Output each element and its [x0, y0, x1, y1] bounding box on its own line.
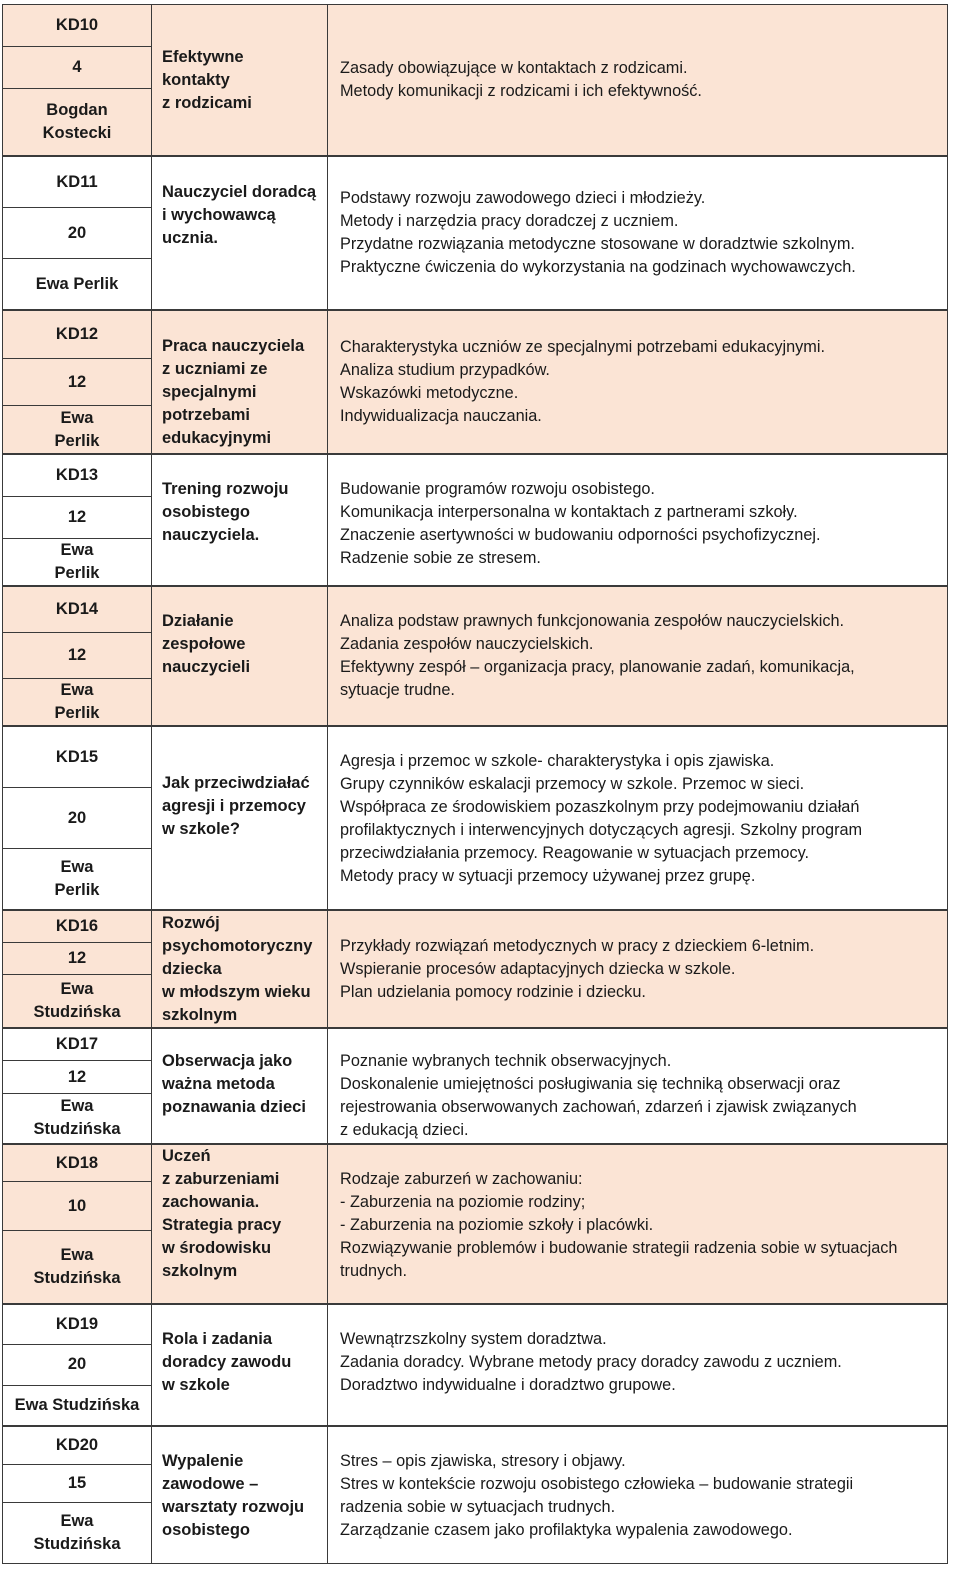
course-teacher: Ewa Perlik: [54, 858, 100, 899]
course-topic-cell: [151, 5, 328, 155]
row-meta: [3, 311, 152, 453]
content-line: Radzenie sobie ze stresem.: [340, 549, 541, 567]
row-meta: [3, 1145, 152, 1303]
course-topic-cell: [151, 1029, 328, 1143]
row-meta: [3, 727, 152, 909]
table-row: [2, 1426, 948, 1564]
course-topic-cell: [151, 1427, 328, 1563]
course-topic-cell: [151, 911, 328, 1027]
row-meta: [3, 1305, 152, 1425]
content-line: Doradztwo indywidualne i doradztwo grupowe.: [340, 1376, 676, 1394]
content-line: Grupy czynników eskalacji przemocy w szkole. Przemoc w sieci.: [340, 775, 805, 793]
content-line: Komunikacja interpersonalna w kontaktach z partnerami szkoły.: [340, 503, 798, 521]
course-topic-cell: [151, 157, 328, 309]
content-line: Budowanie programów rozwoju osobistego.: [340, 480, 655, 498]
course-teacher: Ewa Studzińska: [33, 1511, 121, 1553]
row-meta: [3, 587, 152, 725]
course-topic: Jak przeciwdziałać agresji i przemocy w szkole?: [162, 774, 310, 838]
course-hours: 12: [3, 1061, 151, 1093]
course-content: [340, 1050, 857, 1142]
table-row: [2, 726, 948, 910]
course-content-cell: [328, 1145, 947, 1303]
course-content-cell: [328, 311, 947, 453]
content-line: Metody komunikacji z rodzicami i ich efektywność.: [340, 82, 702, 100]
course-content-cell: [328, 911, 947, 1027]
course-hours: 12: [3, 497, 151, 539]
course-teacher: Ewa Studzińska: [33, 979, 121, 1021]
course-content-cell: [328, 727, 947, 909]
content-line: Wskazówki metodyczne.: [340, 384, 519, 402]
content-line: Metody i narzędzia pracy doradczej z uczniem.: [340, 212, 679, 230]
row-meta: [3, 5, 152, 155]
content-line: z edukacją dzieci.: [340, 1121, 469, 1139]
content-line: Analiza studium przypadków.: [340, 361, 550, 379]
course-hours: 12: [3, 633, 151, 679]
course-content: [340, 750, 862, 888]
course-hours: 20: [3, 1345, 151, 1385]
course-topic: Uczeń z zaburzeniami zachowania. Strategia pracy w środowisku szkolnym: [162, 1147, 282, 1280]
course-code: KD15: [3, 727, 151, 788]
content-line: przeciwdziałania przemocy. Reagowanie w sytuacjach przemocy.: [340, 844, 810, 862]
course-code: KD13: [3, 455, 151, 497]
course-content: [340, 478, 821, 570]
course-teacher: Ewa Studzińska: [33, 1097, 121, 1139]
course-code: KD11: [3, 157, 151, 208]
course-content-cell: [328, 455, 947, 585]
course-hours: 4: [3, 47, 151, 89]
content-line: Rozwiązywanie problemów i budowanie strategii radzenia sobie w sytuacjach: [340, 1239, 898, 1257]
course-hours: 20: [3, 208, 151, 259]
course-hours: 10: [3, 1182, 151, 1231]
table-row: [2, 586, 948, 726]
content-line: Zasady obowiązujące w kontaktach z rodzicami.: [340, 59, 688, 77]
course-content: [340, 610, 855, 702]
content-line: Wewnątrzszkolny system doradztwa.: [340, 1330, 607, 1348]
course-topic: Nauczyciel doradcą i wychowawcą ucznia.: [162, 183, 317, 247]
content-line: Znaczenie asertywności w budowaniu odporności psychofizycznej.: [340, 526, 821, 544]
table-row: [2, 1028, 948, 1144]
content-line: profilaktycznych i interwencyjnych dotyczących agresji. Szkolny program: [340, 821, 863, 839]
course-hours: 20: [3, 788, 151, 849]
course-content: [340, 57, 702, 103]
course-topic: Działanie zespołowe nauczycieli: [162, 612, 251, 676]
course-topic: Rozwój psychomotoryczny dziecka w młodszym wieku szkolnym: [162, 913, 313, 1024]
content-line: Charakterystyka uczniów ze specjalnymi potrzebami edukacyjnymi.: [340, 338, 826, 356]
course-teacher: Ewa Studzińska: [14, 1395, 140, 1414]
course-content-cell: [328, 587, 947, 725]
content-line: - Zaburzenia na poziomie rodziny;: [340, 1193, 586, 1211]
content-line: Zarządzanie czasem jako profilaktyka wypalenia zawodowego.: [340, 1521, 793, 1539]
content-line: trudnych.: [340, 1262, 407, 1280]
course-teacher: Bogdan Kostecki: [42, 101, 112, 143]
course-content-cell: [328, 157, 947, 309]
course-code: KD17: [3, 1029, 151, 1061]
content-line: Praktyczne ćwiczenia do wykorzystania na godzinach wychowawczych.: [340, 258, 856, 276]
content-line: Agresja i przemoc w szkole- charakterystyka i opis zjawiska.: [340, 752, 775, 770]
course-content-cell: [328, 1427, 947, 1563]
course-content: [340, 1168, 897, 1283]
row-meta: [3, 455, 152, 585]
course-topic-cell: [151, 727, 328, 909]
course-content: [340, 935, 814, 1004]
content-line: - Zaburzenia na poziomie szkoły i placówki.: [340, 1216, 654, 1234]
course-topic: Rola i zadania doradcy zawodu w szkole: [162, 1330, 292, 1394]
row-meta: [3, 1029, 152, 1143]
content-line: Podstawy rozwoju zawodowego dzieci i młodzieży.: [340, 189, 706, 207]
content-line: Efektywny zespół – organizacja pracy, planowanie zadań, komunikacja,: [340, 658, 855, 676]
course-code: KD20: [3, 1427, 151, 1465]
table-row: [2, 910, 948, 1028]
content-line: Stres – opis zjawiska, stresory i objawy.: [340, 1452, 626, 1470]
course-code: KD14: [3, 587, 151, 633]
course-topic-cell: [151, 587, 328, 725]
row-meta: [3, 157, 152, 309]
course-teacher: Ewa Perlik: [54, 681, 100, 722]
content-line: Zadania zespołów nauczycielskich.: [340, 635, 594, 653]
course-content-cell: [328, 1029, 947, 1143]
course-content: [340, 1450, 853, 1542]
course-topic-cell: [151, 455, 328, 585]
course-code: KD10: [3, 5, 151, 47]
content-line: Plan udzielania pomocy rodzinie i dziecku.: [340, 983, 646, 1001]
row-meta: [3, 1427, 152, 1563]
course-teacher: Ewa Perlik: [54, 408, 100, 450]
course-topic-cell: [151, 311, 328, 453]
course-code: KD19: [3, 1305, 151, 1345]
course-topic-cell: [151, 1145, 328, 1303]
course-content: [340, 1328, 842, 1397]
course-topic: Trening rozwoju osobistego nauczyciela.: [162, 480, 289, 544]
content-line: rejestrowania obserwowanych zachowań, zdarzeń i zjawisk związanych: [340, 1098, 857, 1116]
course-topic: Obserwacja jako ważna metoda poznawania dzieci: [162, 1052, 306, 1116]
content-line: Przykłady rozwiązań metodycznych w pracy z dzieckiem 6-letnim.: [340, 937, 815, 955]
course-topic: Praca nauczyciela z uczniami ze specjalnymi potrzebami edukacyjnymi: [162, 337, 305, 447]
table-row: [2, 156, 948, 310]
table-row: [2, 454, 948, 586]
course-teacher: Ewa Studzińska: [33, 1246, 121, 1287]
course-content: [340, 187, 856, 279]
content-line: Doskonalenie umiejętności posługiwania się techniką obserwacji oraz: [340, 1075, 841, 1093]
course-teacher: Ewa Perlik: [35, 274, 119, 293]
course-content-cell: [328, 5, 947, 155]
table-row: [2, 310, 948, 454]
course-code: KD12: [3, 311, 151, 359]
course-topic-cell: [151, 1305, 328, 1425]
row-meta: [3, 911, 152, 1027]
content-line: Wspieranie procesów adaptacyjnych dziecka w szkole.: [340, 960, 736, 978]
course-hours: 12: [3, 359, 151, 407]
content-line: sytuacje trudne.: [340, 681, 455, 699]
content-line: Współpraca ze środowiskiem pozaszkolnym przy podejmowaniu działań: [340, 798, 860, 816]
content-line: Zadania doradcy. Wybrane metody pracy doradcy zawodu z uczniem.: [340, 1353, 842, 1371]
content-line: Rodzaje zaburzeń w zachowaniu:: [340, 1170, 583, 1188]
course-content-cell: [328, 1305, 947, 1425]
content-line: Poznanie wybranych technik obserwacyjnych.: [340, 1052, 672, 1070]
table-row: [2, 4, 948, 156]
content-line: Metody pracy w sytuacji przemocy używanej przez grupę.: [340, 867, 756, 885]
content-line: Stres w kontekście rozwoju osobistego człowieka – budowanie strategii: [340, 1475, 854, 1493]
course-hours: 12: [3, 943, 151, 975]
table-row: [2, 1304, 948, 1426]
course-topic: Wypalenie zawodowe – warsztaty rozwoju osobistego: [162, 1452, 305, 1539]
content-line: Indywidualizacja nauczania.: [340, 407, 542, 425]
course-hours: 15: [3, 1465, 151, 1503]
course-code: KD16: [3, 911, 151, 943]
table-row: [2, 1144, 948, 1304]
course-code: KD18: [3, 1145, 151, 1182]
content-line: Przydatne rozwiązania metodyczne stosowane w doradztwie szkolnym.: [340, 235, 855, 253]
content-line: Analiza podstaw prawnych funkcjonowania zespołów nauczycielskich.: [340, 612, 845, 630]
content-line: radzenia sobie w sytuacjach trudnych.: [340, 1498, 616, 1516]
course-content: [340, 336, 825, 428]
course-teacher: Ewa Perlik: [54, 541, 100, 582]
course-topic: Efektywne kontakty z rodzicami: [162, 47, 252, 112]
